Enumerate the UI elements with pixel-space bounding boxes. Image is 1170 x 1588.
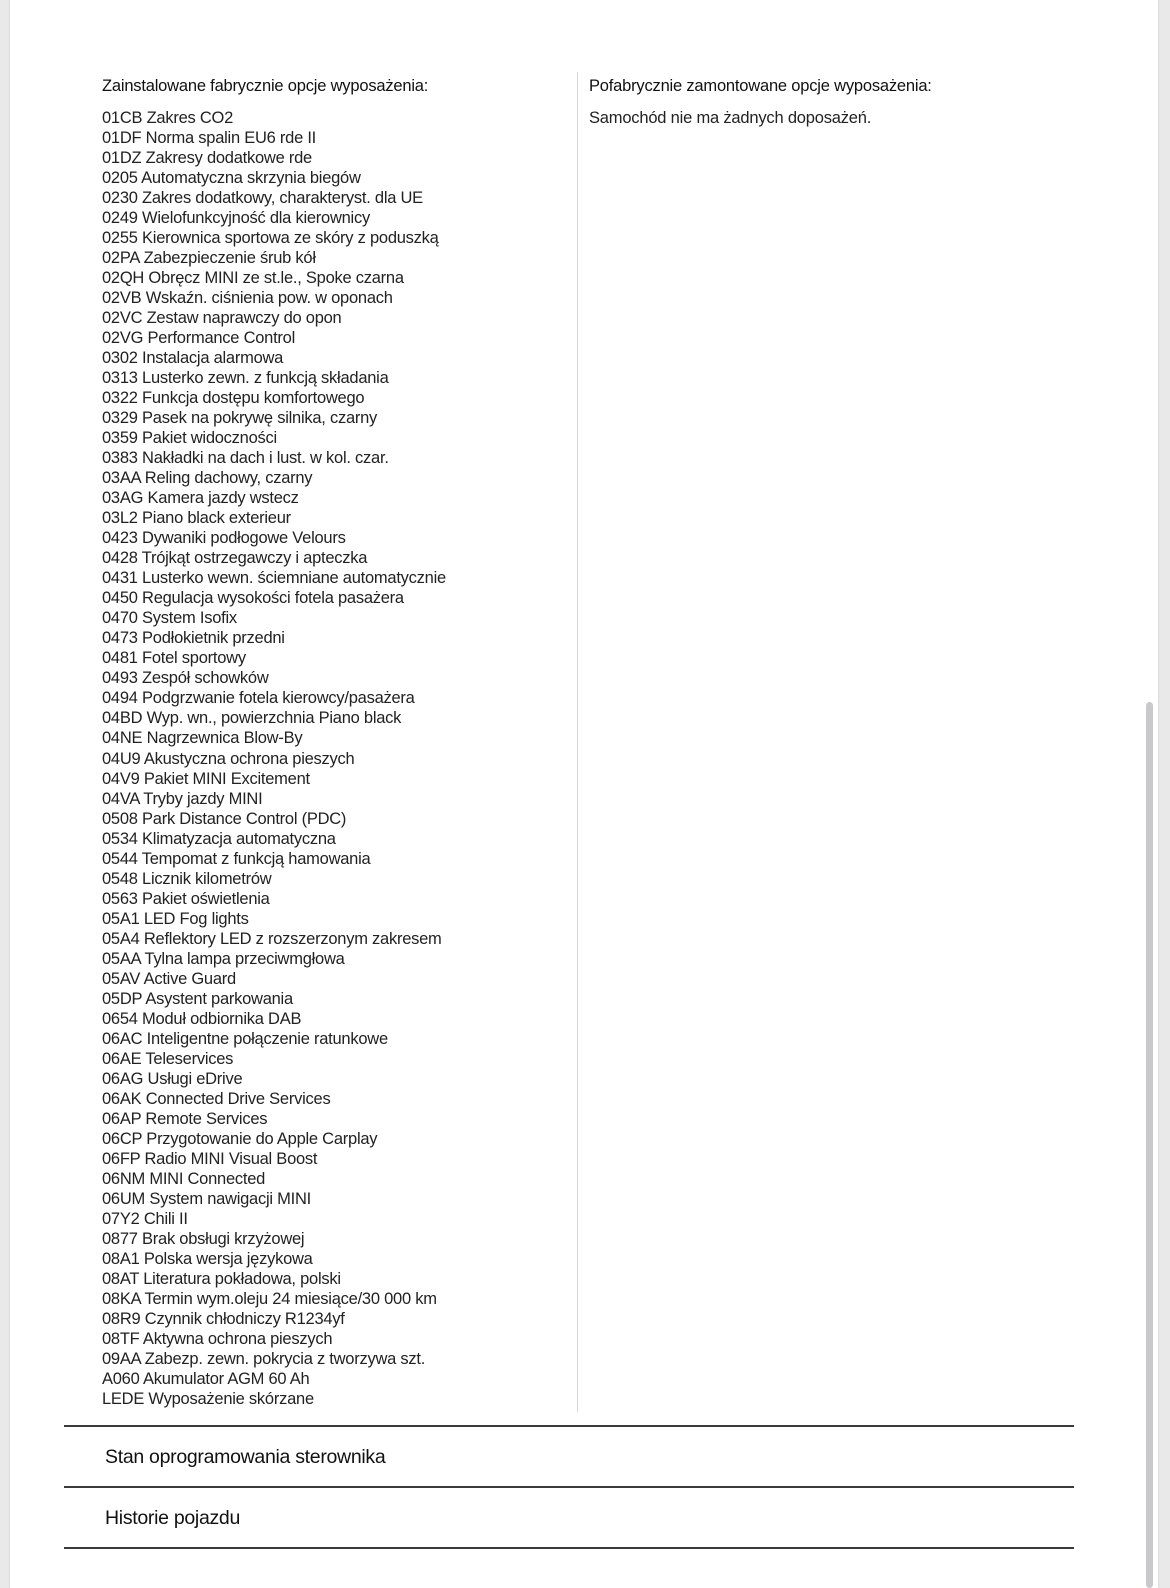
option-item: 0249 Wielofunkcyjność dla kierownicy — [102, 209, 370, 228]
option-item: 06NM MINI Connected — [102, 1169, 266, 1188]
option-item: 0329 Pasek na pokrywę silnika, czarny — [102, 409, 378, 428]
option-item: 06UM System nawigacji MINI — [102, 1189, 311, 1208]
option-item: 0548 Licznik kilometrów — [102, 869, 272, 888]
option-item: 0322 Funkcja dostępu komfortowego — [102, 389, 365, 408]
option-item: 05AV Active Guard — [102, 969, 236, 988]
option-item: 0508 Park Distance Control (PDC) — [102, 809, 347, 828]
option-item: 03L2 Piano black exterieur — [102, 509, 291, 528]
option-item: 06AK Connected Drive Services — [102, 1089, 331, 1108]
option-item: 01DZ Zakresy dodatkowe rde — [102, 149, 312, 168]
option-item: 06AP Remote Services — [102, 1109, 268, 1128]
option-item: 0431 Lusterko wewn. ściemniane automatycznie — [102, 569, 446, 588]
option-item: 0359 Pakiet widoczności — [102, 429, 277, 448]
option-item: 02VG Performance Control — [102, 329, 296, 348]
option-item: 0473 Podłokietnik przedni — [102, 629, 285, 648]
option-item: 0877 Brak obsługi krzyżowej — [102, 1229, 305, 1248]
option-item: 02VB Wskaźn. ciśnienia pow. w oponach — [102, 289, 393, 308]
option-item: 04U9 Akustyczna ochrona pieszych — [102, 749, 355, 768]
option-item: A060 Akumulator AGM 60 Ah — [102, 1369, 310, 1388]
option-item: 0428 Trójkąt ostrzegawczy i apteczka — [102, 549, 368, 568]
option-item: 08TF Aktywna ochrona pieszych — [102, 1329, 333, 1348]
column-divider — [577, 72, 578, 1412]
option-item: 0383 Nakładki na dach i lust. w kol. czar. — [102, 449, 389, 468]
option-item: 06AC Inteligentne połączenie ratunkowe — [102, 1029, 388, 1048]
option-item: 02QH Obręcz MINI ze st.le., Spoke czarna — [102, 269, 404, 288]
option-item: 0423 Dywaniki podłogowe Velours — [102, 529, 346, 548]
option-item: 0313 Lusterko zewn. z funkcją składania — [102, 369, 389, 388]
option-item: 0544 Tempomat z funkcją hamowania — [102, 849, 371, 868]
option-item: 01CB Zakres CO2 — [102, 109, 234, 127]
option-item: 05A4 Reflektory LED z rozszerzonym zakresem — [102, 929, 442, 948]
option-item: 09AA Zabezp. zewn. pokrycia z tworzywa szt. — [102, 1349, 426, 1368]
option-item: 06AE Teleservices — [102, 1049, 234, 1068]
option-item: 03AG Kamera jazdy wstecz — [102, 489, 299, 508]
option-item: 05DP Asystent parkowania — [102, 989, 293, 1008]
option-item: 0494 Podgrzwanie fotela kierowcy/pasażera — [102, 689, 415, 708]
option-item: 04V9 Pakiet MINI Excitement — [102, 769, 310, 788]
option-item: 08AT Literatura pokładowa, polski — [102, 1269, 341, 1288]
aftermarket-options-heading: Pofabrycznie zamontowane opcje wyposażenia: — [589, 77, 932, 95]
section-title-vehicle-history[interactable]: Historie pojazdu — [105, 1507, 241, 1529]
option-item: 06FP Radio MINI Visual Boost — [102, 1149, 318, 1168]
option-item: 01DF Norma spalin EU6 rde II — [102, 129, 317, 148]
document-page — [10, 0, 1158, 1588]
section-title-software-status[interactable]: Stan oprogramowania sterownika — [105, 1446, 386, 1468]
option-item: 0205 Automatyczna skrzynia biegów — [102, 169, 361, 188]
option-item: 08KA Termin wym.oleju 24 miesiące/30 000 km — [102, 1289, 437, 1308]
option-item: 0450 Regulacja wysokości fotela pasażera — [102, 589, 404, 608]
option-item: 03AA Reling dachowy, czarny — [102, 469, 313, 488]
option-item: 0470 System Isofix — [102, 609, 237, 628]
option-item: 0493 Zespół schowków — [102, 669, 269, 688]
section-divider — [64, 1425, 1074, 1427]
option-item: 04BD Wyp. wn., powierzchnia Piano black — [102, 709, 402, 728]
option-item: 07Y2 Chili II — [102, 1209, 188, 1228]
option-item: 04VA Tryby jazdy MINI — [102, 789, 263, 808]
option-item: 0534 Klimatyzacja automatyczna — [102, 829, 336, 848]
option-item: 0654 Moduł odbiornika DAB — [102, 1009, 302, 1028]
aftermarket-empty-text: Samochód nie ma żadnych doposażeń. — [589, 109, 872, 127]
factory-options-list — [102, 108, 572, 1409]
option-item: 08R9 Czynnik chłodniczy R1234yf — [102, 1309, 345, 1328]
option-item: 0481 Fotel sportowy — [102, 649, 246, 668]
option-item: 05A1 LED Fog lights — [102, 909, 249, 928]
option-item: 0230 Zakres dodatkowy, charakteryst. dla UE — [102, 189, 423, 208]
option-item: 0302 Instalacja alarmowa — [102, 349, 284, 368]
factory-options-column — [102, 74, 572, 1409]
option-item: 06AG Usługi eDrive — [102, 1069, 243, 1088]
factory-options-heading: Zainstalowane fabrycznie opcje wyposażenia: — [102, 77, 429, 95]
option-item: 06CP Przygotowanie do Apple Carplay — [102, 1129, 378, 1148]
option-item: 08A1 Polska wersja językowa — [102, 1249, 313, 1268]
option-item: 0563 Pakiet oświetlenia — [102, 889, 270, 908]
option-item: LEDE Wyposażenie skórzane — [102, 1390, 314, 1408]
option-item: 04NE Nagrzewnica Blow-By — [102, 729, 303, 748]
option-item: 0255 Kierownica sportowa ze skóry z poduszką — [102, 229, 439, 248]
scrollbar-thumb[interactable] — [1146, 702, 1153, 1588]
section-divider — [64, 1547, 1074, 1549]
option-item: 02VC Zestaw naprawczy do opon — [102, 309, 342, 328]
section-divider — [64, 1486, 1074, 1488]
aftermarket-options-column — [589, 74, 1109, 128]
option-item: 02PA Zabezpieczenie śrub kół — [102, 249, 316, 268]
option-item: 05AA Tylna lampa przeciwmgłowa — [102, 949, 345, 968]
